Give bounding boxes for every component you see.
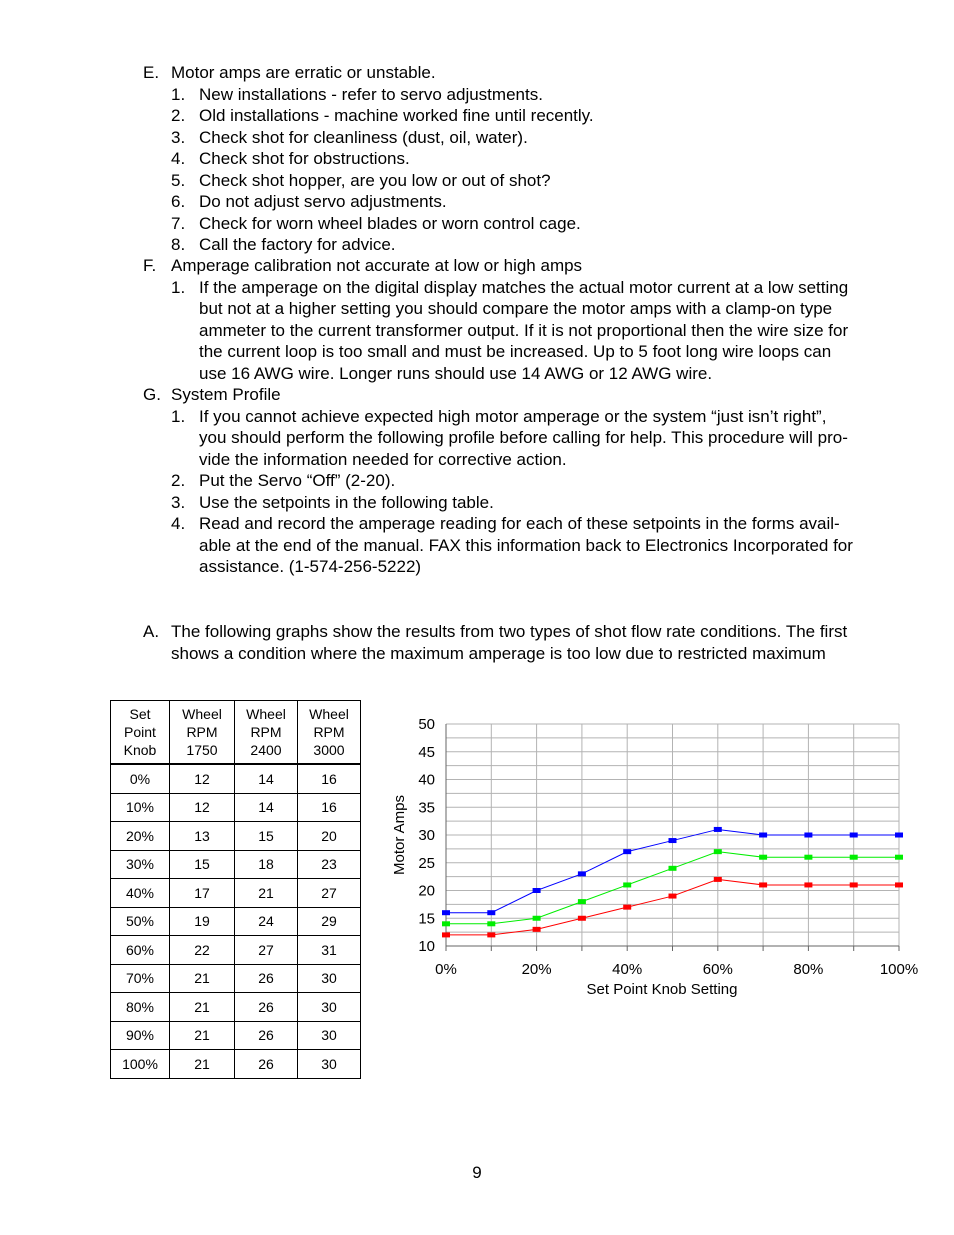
table-cell: 90%	[111, 1021, 170, 1050]
list-item-text: Call the factory for advice.	[199, 235, 396, 254]
y-tick-label: 20	[418, 882, 435, 900]
list-item-number: 4.	[171, 149, 186, 168]
data-point	[487, 932, 495, 937]
list-item-number: 3.	[171, 492, 186, 512]
table-cell: 19	[170, 907, 235, 936]
list-item-text: Check shot hopper, are you low or out of shot?	[199, 170, 551, 190]
list-item-text: the current loop is too small and must be increased. Up to 5 foot long wire loops can	[199, 342, 832, 361]
table-cell: 24	[235, 907, 298, 936]
y-tick-label: 30	[418, 827, 435, 844]
table-header-cell	[170, 701, 235, 765]
table-cell: 60%	[111, 936, 170, 965]
list-item-text: If the amperage on the digital display matches the actual motor current at a low setting	[199, 277, 849, 297]
list-item-number: 1.	[171, 84, 186, 104]
y-tick-label: 15	[418, 910, 435, 928]
section-label: F.	[143, 256, 157, 275]
data-point	[442, 910, 450, 915]
y-tick-label: 40	[418, 771, 435, 789]
list-item-number: 5.	[171, 170, 186, 190]
list-item-text: Check shot for cleanliness (dust, oil, water).	[199, 127, 528, 147]
table-cell: 21	[170, 993, 235, 1022]
table-cell: 30	[298, 993, 361, 1022]
table-row	[111, 936, 361, 965]
list-item-number: 1.	[171, 406, 186, 426]
table-row	[111, 793, 361, 822]
list-item-text: ammeter to the current transformer output. If it is not proportional then the wire size for	[199, 320, 849, 340]
table-cell: 23	[298, 850, 361, 879]
table-row	[111, 1021, 361, 1050]
y-tick-label: 10	[418, 938, 435, 955]
list-item-text: able at the end of the manual. FAX this information back to Electronics Incorporated for	[199, 535, 853, 555]
table-cell: 80%	[111, 993, 170, 1022]
table-cell: 70%	[111, 964, 170, 993]
data-point	[759, 855, 767, 860]
list-item-number: 1.	[171, 277, 186, 297]
table-body	[111, 764, 361, 1078]
data-point	[442, 932, 450, 937]
table-row	[111, 764, 361, 793]
table-cell: 16	[298, 793, 361, 822]
section-heading: Motor amps are erratic or unstable.	[171, 63, 436, 82]
table-cell: 100%	[111, 1050, 170, 1079]
table-cell: 27	[298, 879, 361, 908]
page-number: 9	[472, 1163, 482, 1182]
table-row	[111, 850, 361, 879]
table-cell: 30	[298, 1050, 361, 1079]
list-item-number: 7.	[171, 213, 186, 233]
section-heading: System Profile	[171, 385, 281, 404]
data-point	[578, 899, 586, 904]
table-cell: 15	[170, 850, 235, 879]
table-cell: 21	[170, 1050, 235, 1079]
table-row	[111, 1050, 361, 1079]
data-point	[669, 866, 677, 871]
data-point	[442, 921, 450, 926]
list-item-text: If you cannot achieve expected high motor amperage or the system “just isn’t right”,	[199, 406, 827, 426]
table-cell: 30	[298, 1021, 361, 1050]
data-point	[759, 882, 767, 887]
list-item-text: vide the information needed for corrective action.	[199, 449, 567, 469]
list-item-text: assistance. (1-574-256-5222)	[199, 557, 422, 576]
table-cell: 10%	[111, 793, 170, 822]
table-cell: 0%	[111, 764, 170, 793]
table-header-row	[111, 701, 361, 765]
data-point	[895, 882, 903, 887]
list-item-number: 2.	[171, 106, 186, 125]
section-label: A.	[143, 622, 160, 641]
table-cell: 14	[235, 764, 298, 793]
x-tick-label: 20%	[521, 961, 552, 978]
data-point	[895, 833, 903, 838]
y-axis-label: Motor Amps	[391, 794, 408, 876]
table-header-text: RPM	[186, 724, 218, 740]
section-paragraph-line: shows a condition where the maximum amperage is too low due to restricted maximum	[171, 643, 826, 663]
table-cell: 31	[298, 936, 361, 965]
data-point	[714, 877, 722, 882]
list-item-number: 2.	[171, 471, 186, 490]
x-tick-label: 40%	[612, 961, 643, 978]
section-heading: Amperage calibration not accurate at low or high amps	[171, 256, 583, 275]
x-tick-label: 0%	[435, 961, 457, 978]
table-header-text: Wheel	[246, 706, 286, 722]
data-point	[759, 833, 767, 838]
table-header-cell	[111, 701, 170, 765]
data-point	[533, 916, 541, 921]
list-item-text: Read and record the amperage reading for each of these setpoints in the forms avail-	[199, 514, 840, 533]
data-point	[487, 910, 495, 915]
table-cell: 13	[170, 822, 235, 851]
table-cell: 12	[170, 793, 235, 822]
table-row	[111, 964, 361, 993]
table-cell: 26	[235, 1050, 298, 1079]
data-point	[487, 921, 495, 926]
list-item-text: Use the setpoints in the following table.	[199, 492, 494, 512]
data-point	[623, 882, 631, 887]
table-header-text: Wheel	[309, 706, 349, 722]
table-row	[111, 822, 361, 851]
data-point	[623, 849, 631, 854]
table-cell: 30	[298, 964, 361, 993]
y-tick-label: 45	[418, 743, 435, 761]
data-point	[623, 905, 631, 910]
table-cell: 29	[298, 907, 361, 936]
section-label: E.	[143, 63, 160, 82]
table-cell: 26	[235, 964, 298, 993]
table-cell: 20%	[111, 822, 170, 851]
y-tick-label: 50	[418, 716, 435, 733]
y-tick-label: 25	[418, 854, 435, 872]
data-point	[714, 849, 722, 854]
table-cell: 21	[170, 964, 235, 993]
data-point	[669, 838, 677, 843]
data-point	[578, 871, 586, 876]
data-point	[804, 855, 812, 860]
list-item-text: Check shot for obstructions.	[199, 149, 410, 168]
data-point	[578, 916, 586, 921]
list-item-text: you should perform the following profile before calling for help. This procedure will pro-	[199, 428, 848, 447]
chart-tick-labels	[418, 716, 918, 978]
list-item-text: New installations - refer to servo adjustments.	[199, 84, 543, 104]
table-cell: 22	[170, 936, 235, 965]
x-tick-label: 80%	[793, 961, 824, 978]
table-cell: 17	[170, 879, 235, 908]
list-item-text: Put the Servo “Off” (2-20).	[199, 471, 396, 490]
list-item-text: Old installations - machine worked fine until recently.	[199, 106, 594, 125]
data-point	[533, 927, 541, 932]
setpoint-table	[110, 700, 361, 1079]
table-header-text: Set	[129, 706, 151, 722]
table-header-text: 3000	[313, 742, 345, 758]
data-point	[714, 827, 722, 832]
data-point	[669, 894, 677, 899]
table-cell: 26	[235, 993, 298, 1022]
table-cell: 15	[235, 822, 298, 851]
list-item-number: 4.	[171, 514, 186, 533]
table-cell: 40%	[111, 879, 170, 908]
table-cell: 16	[298, 764, 361, 793]
table-header-cell	[298, 701, 361, 765]
list-item-number: 3.	[171, 127, 186, 147]
table-header-text: 1750	[186, 742, 218, 758]
table-cell: 12	[170, 764, 235, 793]
section-label: G.	[143, 385, 161, 404]
table-cell: 21	[235, 879, 298, 908]
table-row	[111, 907, 361, 936]
table-cell: 18	[235, 850, 298, 879]
motor-amps-chart	[385, 705, 930, 1005]
list-item-text: Check for worn wheel blades or worn control cage.	[199, 213, 581, 233]
table-header-text: Point	[124, 724, 156, 740]
table-cell: 26	[235, 1021, 298, 1050]
table-cell: 20	[298, 822, 361, 851]
list-item-number: 8.	[171, 235, 186, 254]
data-point	[850, 855, 858, 860]
list-item-text: use 16 AWG wire. Longer runs should use 14 AWG or 12 AWG wire.	[199, 363, 713, 383]
table-header-text: Wheel	[182, 706, 222, 722]
table-cell: 30%	[111, 850, 170, 879]
table-cell: 14	[235, 793, 298, 822]
x-axis-label: Set Point Knob Setting	[586, 981, 738, 998]
data-point	[895, 855, 903, 860]
x-tick-label: 60%	[702, 961, 733, 978]
table-header-text: Knob	[123, 742, 157, 758]
section-paragraph-line: The following graphs show the results from two types of shot flow rate conditions. The first	[171, 622, 848, 641]
table-header-text: RPM	[313, 724, 345, 740]
list-item-text: Do not adjust servo adjustments.	[199, 192, 447, 211]
table-row	[111, 879, 361, 908]
table-header-text: RPM	[250, 724, 282, 740]
data-point	[850, 882, 858, 887]
table-cell: 21	[170, 1021, 235, 1050]
table-cell: 27	[235, 936, 298, 965]
data-point	[804, 882, 812, 887]
table-cell: 50%	[111, 907, 170, 936]
data-point	[533, 888, 541, 893]
table-row	[111, 993, 361, 1022]
table-header-cell	[235, 701, 298, 765]
x-tick-label: 100%	[879, 961, 919, 978]
y-tick-label: 35	[418, 799, 435, 817]
data-point	[804, 833, 812, 838]
list-item-text: but not at a higher setting you should compare the motor amps with a clamp-on type	[199, 299, 833, 318]
data-point	[850, 833, 858, 838]
table-header-text: 2400	[250, 742, 282, 758]
list-item-number: 6.	[171, 192, 186, 211]
